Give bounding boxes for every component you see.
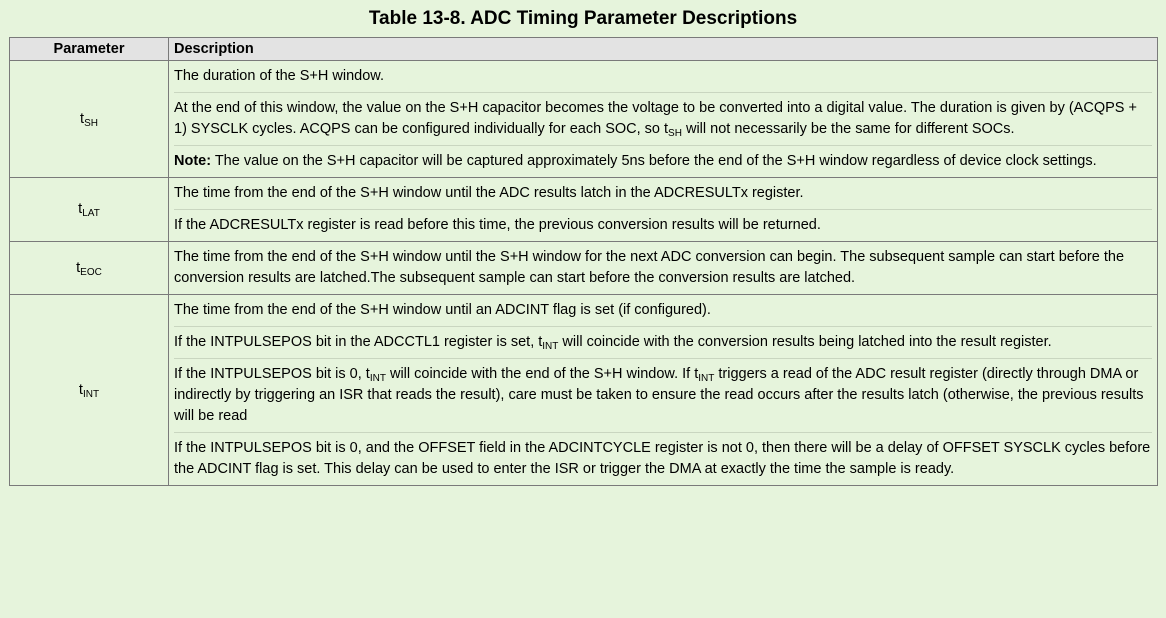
parameter-symbol-base: t (80, 110, 85, 127)
inline-symbol-subscript: INT (698, 373, 715, 384)
parameter-column-header: Parameter (10, 38, 169, 61)
table-row (10, 61, 1158, 178)
description-text: At the end of this window, the value on the S+H capacitor becomes the voltage to be converted into a digital value. The duration is given by (ACQPS + 1) SYSCLK cycles. ACQPS can be configured individually for each SOC, so (174, 100, 1137, 137)
description-cell (169, 242, 1158, 295)
inline-symbol-base: t (664, 121, 669, 137)
parameter-symbol-base: t (78, 201, 83, 217)
description-text: The duration of the S+H window. (174, 68, 384, 84)
description-text: If the ADCRESULTx register is read before this time, the previous conversion results will be returned. (174, 217, 821, 233)
description-paragraph (174, 66, 1152, 87)
parameter-symbol-subscript: INT (82, 388, 100, 400)
parameter-symbol-subscript: EOC (80, 266, 102, 278)
description-column-header: Description (169, 38, 1158, 61)
description-text: will not necessarily be the same for different SOCs. (681, 121, 1015, 137)
inline-symbol (366, 366, 386, 382)
note-label: Note: (174, 153, 212, 169)
description-paragraph (174, 432, 1152, 480)
parameter-cell (10, 178, 169, 242)
description-text: If the INTPULSEPOS bit in the ADCCTL1 register is set, (174, 334, 539, 350)
inline-symbol-subscript: SH (668, 128, 682, 139)
inline-symbol (538, 334, 558, 350)
inline-symbol-base: t (538, 334, 543, 350)
inline-symbol (694, 366, 714, 382)
parameter-symbol-subscript: LAT (82, 208, 100, 219)
parameter-symbol (78, 201, 100, 217)
description-cell (169, 178, 1158, 242)
description-text: will coincide with the conversion results being latched into the result register. (558, 334, 1052, 350)
description-paragraph (174, 358, 1152, 427)
description-paragraph (174, 145, 1152, 172)
description-text: triggers a read of the ADC result register (directly through DMA or indirectly by triggering an ISR that reads the result), care must be taken to ensure the read occurs after the results latch (otherwise, the previous results will be read (174, 366, 1144, 424)
description-cell (169, 61, 1158, 178)
timing-parameter-table (9, 37, 1158, 486)
description-paragraph (174, 209, 1152, 236)
description-paragraph (174, 183, 1152, 204)
description-cell (169, 295, 1158, 486)
description-paragraph (174, 326, 1152, 353)
description-text: If the INTPULSEPOS bit is 0, and the OFFSET field in the ADCINTCYCLE register is not 0, then there will be a delay of OFFSET SYSCLK cycles before the ADCINT flag is set. This delay can be used to enter the ISR or trigger the DMA at exactly the time the sample is ready. (174, 440, 1151, 477)
inline-symbol-base: t (694, 366, 699, 382)
table-title: Table 13-8. ADC Timing Parameter Descriptions (368, 8, 798, 29)
inline-symbol-base: t (365, 366, 370, 382)
table-row (10, 242, 1158, 295)
table-header-row (10, 38, 1158, 61)
parameter-symbol-base: t (76, 259, 81, 276)
description-text: The time from the end of the S+H window until the S+H window for the next ADC conversion can begin. The subsequent sample can start before the conversion results are latched.The subsequent sample can start before the conversion results are latched. (174, 249, 1125, 286)
parameter-symbol (80, 111, 98, 127)
inline-symbol-subscript: INT (542, 341, 559, 352)
parameter-cell (10, 61, 169, 178)
inline-symbol-subscript: INT (369, 373, 386, 384)
description-paragraph (174, 300, 1152, 321)
parameter-symbol (76, 260, 102, 276)
description-text: The value on the S+H capacitor will be captured approximately 5ns before the end of the S+H window regardless of device clock settings. (211, 153, 1097, 169)
description-text: will coincide with the end of the S+H window. If (385, 366, 695, 382)
table-row (10, 295, 1158, 486)
description-paragraph (174, 247, 1152, 289)
parameter-symbol-base: t (78, 381, 83, 398)
parameter-symbol-subscript: SH (84, 117, 98, 129)
table-row (10, 178, 1158, 242)
parameter-cell (10, 295, 169, 486)
description-text: The time from the end of the S+H window until an ADCINT flag is set (if configured). (174, 302, 711, 318)
description-text: If the INTPULSEPOS bit is 0, (174, 366, 366, 382)
description-paragraph (174, 92, 1152, 140)
parameter-cell (10, 242, 169, 295)
description-text: The time from the end of the S+H window until the ADC results latch in the ADCRESULTx register. (174, 185, 804, 201)
table-body (10, 61, 1158, 486)
inline-symbol (664, 121, 682, 137)
parameter-symbol (79, 382, 99, 398)
